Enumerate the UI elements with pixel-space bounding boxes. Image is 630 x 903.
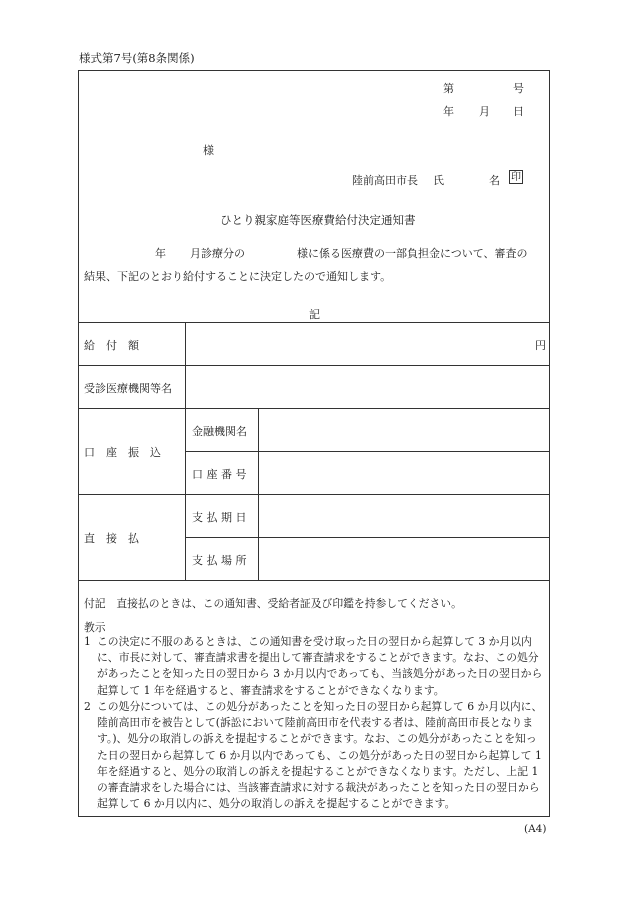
instruction-item-1 <box>84 634 544 699</box>
seal-mark: 印 <box>511 172 521 183</box>
table-line <box>185 537 550 538</box>
institution-label: 受診医療機関等名 <box>84 382 172 395</box>
name-label-2: 名 <box>489 174 500 187</box>
table-line <box>78 365 550 366</box>
instruction-item-1-number: 1 <box>84 635 91 648</box>
bank-name-label: 金融機関名 <box>192 425 247 438</box>
direct-payment-label: 直 接 払 <box>84 532 139 545</box>
transfer-label: 口 座 振 込 <box>84 446 161 459</box>
table-bottom-line <box>78 580 550 581</box>
yen-unit: 円 <box>535 339 546 352</box>
table-divider <box>185 322 186 580</box>
body-year: 年 <box>155 247 166 260</box>
account-number-label: 口 座 番 号 <box>192 468 247 481</box>
addressee-suffix: 様 <box>203 144 214 157</box>
date-year: 年 <box>443 105 454 118</box>
supplementary-note: 付記 直接払のときは、この通知書、受給者証及び印鑑を持参してください。 <box>84 597 462 610</box>
instruction-item-2 <box>84 699 544 812</box>
instruction-item-2-number: 2 <box>84 700 91 713</box>
payment-date-label: 支 払 期 日 <box>192 511 247 524</box>
instruction-heading: 教示 <box>84 621 106 634</box>
body-line1-rest: 様に係る医療費の一部負担金について、審査の <box>297 247 528 260</box>
table-line <box>78 494 550 495</box>
body-line2: 結果、下記のとおり給付することに決定したので通知します。 <box>84 270 392 283</box>
table-top-line <box>78 322 550 323</box>
payment-place-label: 支 払 場 所 <box>192 554 247 567</box>
form-number: 様式第7号(第8条関係) <box>79 51 195 65</box>
number-prefix: 第 <box>443 82 454 95</box>
name-label-1: 氏 <box>433 174 444 187</box>
table-line <box>185 451 550 452</box>
body-month-treatment: 月診療分の <box>190 247 245 260</box>
benefit-amount-label: 給 付 額 <box>84 339 139 352</box>
table-line <box>78 408 550 409</box>
date-month: 月 <box>479 105 490 118</box>
paper-size: (A4) <box>524 823 547 835</box>
ki-heading: 記 <box>309 308 320 321</box>
date-day: 日 <box>513 105 524 118</box>
instruction-item-1-text: この決定に不服のあるときは、この通知書を受け取った日の翌日から起算して 3 か月以内に、市長に対して、審査請求書を提出して審査請求をすることができます。なお、この処分があったことを知った日の翌日から 3 か月以内であっても、当該処分があった日の翌日から起算して 1 年を経過すると、審査請求をすることができなくなります。 <box>97 635 543 697</box>
table-divider <box>258 408 259 580</box>
number-suffix: 号 <box>513 82 524 95</box>
issuer-title: 陸前高田市長 <box>352 174 418 187</box>
instruction-item-2-text: この処分については、この処分があったことを知った日の翌日から起算して 6 か月以内に、陸前高田市を被告として(訴訟において陸前高田市を代表する者は、陸前高田市長となります。)、処分の取消しの訴えを提起することができます。なお、この処分があったことを知った日の翌日から起算して 6 か月以内であっても、この処分があった日の翌日から起算して 1 年を経過すると、処分の取消しの訴えを提起することができなくなります。ただし、上記 1 の審査請求をした場合には、当該審査請求に対する裁決があったことを知った日の翌日から起算して 6 か月以内に、処分の取消しの訴えを提起することができます。 <box>97 700 543 811</box>
document-title: ひとり親家庭等医療費給付決定通知書 <box>220 213 416 227</box>
